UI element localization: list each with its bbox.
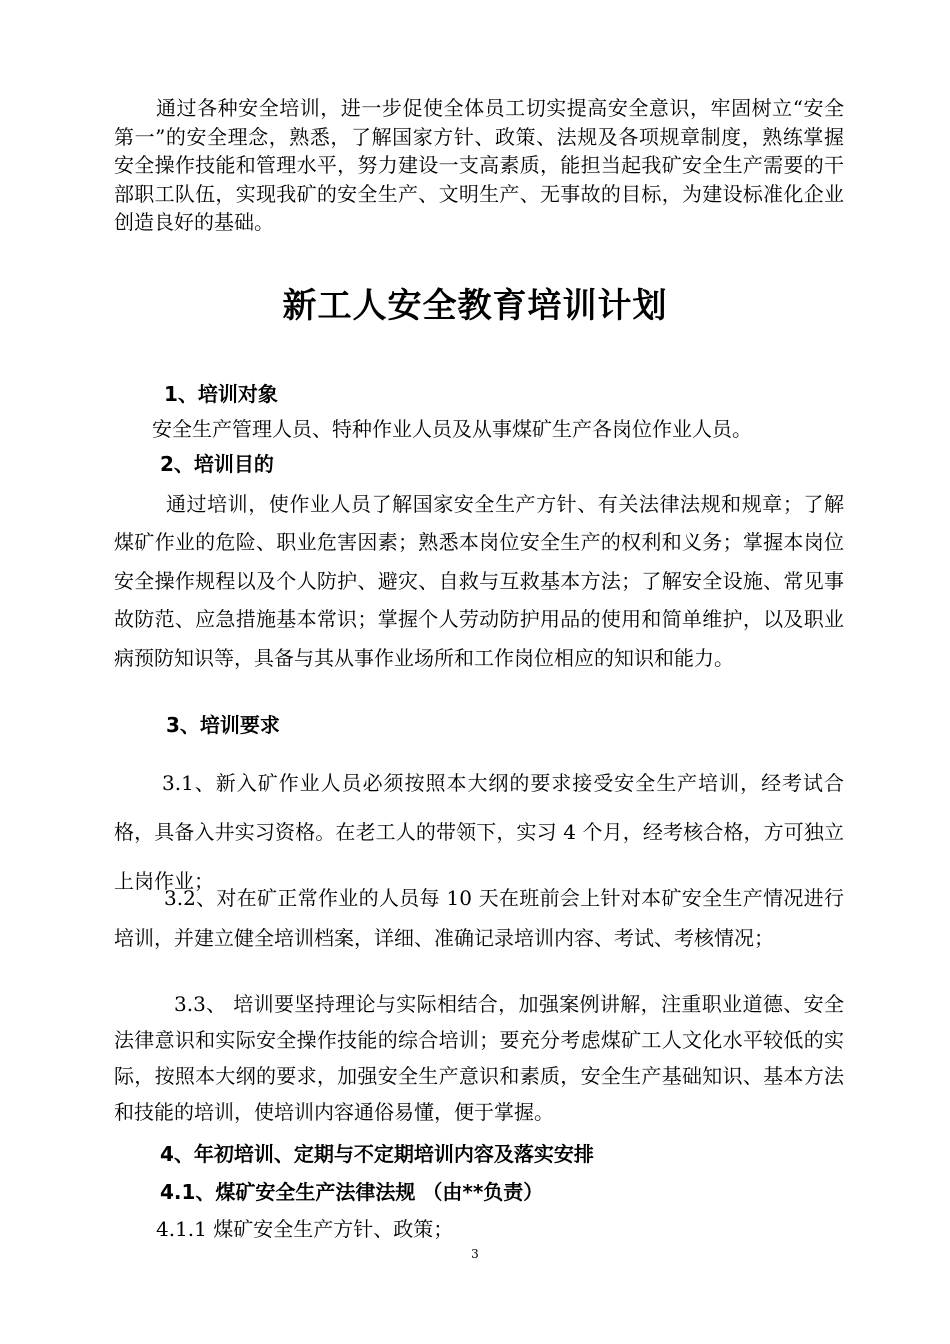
section-3-item-3: 3.3、 培训要坚持理论与实际相结合，加强案例讲解，注重职业道德、安全法律意识和实际安全操作技能的综合培训；要充分考虑煤矿工人文化水平较低的实际，按照本大纲的要求，加强安全生产意识和素质，安全生产基础知识、基本方法和技能的培训，使培训内容通俗易懂，便于掌握。 [114, 992, 844, 1124]
section-1-body: 安全生产管理人员、特种作业人员及从事煤矿生产各岗位作业人员。 [152, 417, 752, 441]
section-1-heading: 1、培训对象 [164, 382, 278, 406]
section-2-heading: 2、培训目的 [160, 452, 274, 476]
section-3-heading: 3、培训要求 [166, 713, 280, 737]
page-number: 3 [471, 1247, 479, 1261]
document-title: 新工人安全教育培训计划 [282, 286, 668, 326]
section-4-1-heading: 4.1、煤矿安全生产法律法规 （由**负责） [160, 1180, 544, 1204]
intro-paragraph: 通过各种安全培训，进一步促使全体员工切实提高安全意识，牢固树立“安全第一”的安全理念，熟悉，了解国家方针、政策、法规及各项规章制度，熟练掌握安全操作技能和管理水平，努力建设一支高素质，能担当起我矿安全生产需要的干部职工队伍，实现我矿的安全生产、文明生产、无事故的目标，为建设标准化企业创造良好的基础。 [114, 96, 844, 234]
section-3-item-1: 3.1、新入矿作业人员必须按照本大纲的要求接受安全生产培训，经考试合格，具备入井实习资格。在老工人的带领下，实习 4 个月，经考核合格，方可独立上岗作业； [114, 771, 844, 893]
section-3-item-2: 3.2、对在矿正常作业的人员每 10 天在班前会上针对本矿安全生产情况进行培训，并建立健全培训档案，详细、准确记录培训内容、考试、考核情况； [114, 886, 844, 950]
section-2-body: 通过培训，使作业人员了解国家安全生产方针、有关法律法规和规章；了解煤矿作业的危险、职业危害因素；熟悉本岗位安全生产的权利和义务；掌握本岗位安全操作规程以及个人防护、避灾、自救与互救基本方法；了解安全设施、常见事故防范、应急措施基本常识；掌握个人劳动防护用品的使用和简单维护，以及职业病预防知识等，具备与其从事作业场所和工作岗位相应的知识和能力。 [114, 492, 844, 670]
section-4-heading: 4、年初培训、定期与不定期培训内容及落实安排 [160, 1142, 594, 1166]
section-4-1-1-item: 4.1.1 煤矿安全生产方针、政策； [156, 1217, 454, 1241]
